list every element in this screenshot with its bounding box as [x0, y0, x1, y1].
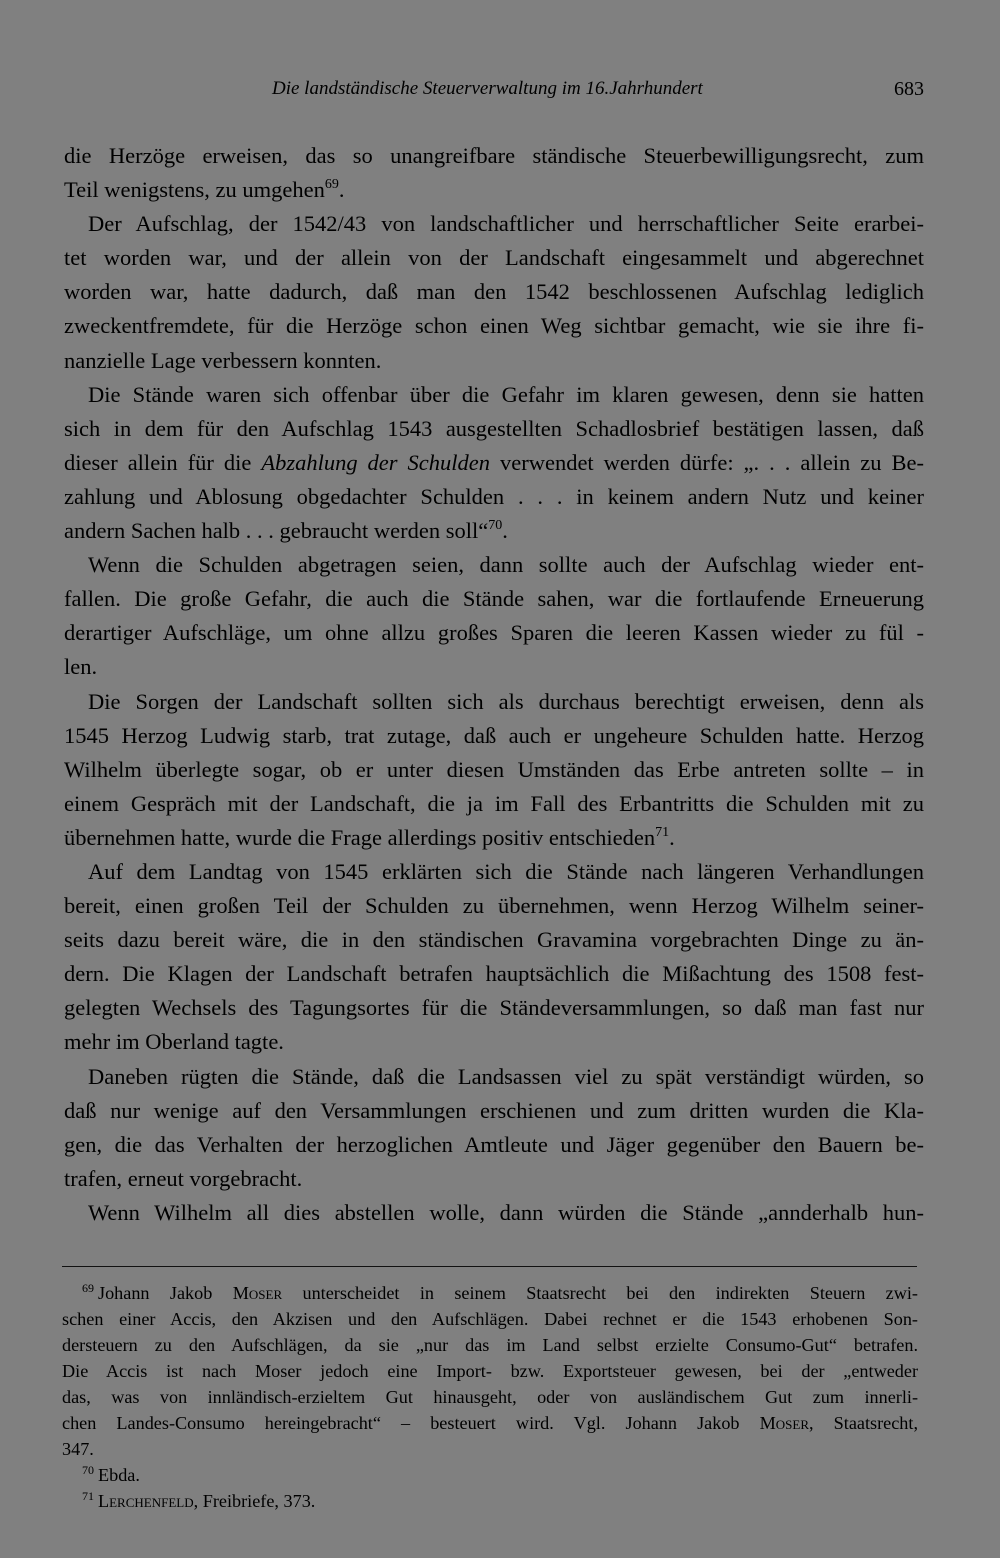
- page-number: 683: [894, 78, 924, 100]
- text-line: gen, die das Verhalten der herzoglichen Amtleute und Jäger gegenüber den Bauern be-: [64, 1131, 924, 1157]
- footnotes: [62, 1280, 918, 1514]
- text-line: daß nur wenige auf den Versammlungen erschienen und zum dritten wurden die Kla-: [64, 1097, 924, 1123]
- footnote-line: [62, 1462, 918, 1488]
- text-line: zweckentfremdete, für die Herzöge schon einen Weg sichtbar gemacht, wie sie ihre fi-: [64, 313, 924, 339]
- paragraph-5: [64, 685, 924, 855]
- text-span: Johann Jakob: [98, 1283, 233, 1303]
- footnote-line: Die Accis ist nach Moser jedoch eine Import- bzw. Exportsteuer gewesen, bei der „entweder: [62, 1361, 918, 1381]
- text-span: .: [338, 177, 345, 203]
- footnote-mark: 70: [82, 1463, 94, 1477]
- text-span: Ebda.: [98, 1465, 140, 1485]
- paragraph-8: [64, 1196, 924, 1230]
- text-line: sich in dem für den Aufschlag 1543 ausgestellten Schadlosbrief bestätigen lassen, daß: [64, 415, 924, 441]
- running-title: Die landständische Steuerverwaltung im 16.Jahrhundert: [272, 78, 703, 99]
- text-line: derartiger Aufschläge, um ohne allzu großes Sparen die leeren Kassen wieder zu fül -: [64, 620, 924, 646]
- footnote-line: [62, 1488, 918, 1514]
- text-line: dern. Die Klagen der Landschaft betrafen hauptsächlich die Mißachtung des 1508 fest-: [64, 961, 924, 987]
- text-span: verwendet werden dürfe: „. . . allein zu Be-: [490, 449, 924, 475]
- italic-phrase: Abzahlung der Schulden: [261, 449, 490, 475]
- text-line: Daneben rügten die Stände, daß die Landsassen viel zu spät verständigt würden, so: [88, 1063, 924, 1089]
- text-line: [64, 514, 924, 548]
- text-line: Die Sorgen der Landschaft sollten sich als durchaus berechtigt erweisen, denn als: [88, 688, 924, 714]
- text-span: , Freibriefe, 373.: [193, 1491, 316, 1511]
- text-span: , Staatsrecht,: [809, 1413, 919, 1433]
- text-line: [64, 173, 924, 207]
- text-line: 1545 Herzog Ludwig starb, trat zutage, daß auch er ungeheure Schulden hatte. Herzog: [64, 722, 924, 748]
- footnote-line: [62, 1410, 918, 1436]
- text-line: fallen. Die große Gefahr, die auch die Stände sahen, war die fortlaufende Erneuerung: [64, 586, 924, 612]
- footnote-70: [62, 1462, 918, 1488]
- text-span: .: [502, 518, 508, 544]
- author-name: Moser: [232, 1283, 283, 1303]
- text-line: Der Aufschlag, der 1542/43 von landschaftlicher und herrschaftlicher Seite erarbei-: [88, 211, 924, 237]
- text-line: Wenn die Schulden abgetragen seien, dann sollte auch der Aufschlag wieder ent-: [88, 552, 924, 578]
- footnote-line: 347.: [62, 1439, 94, 1459]
- text-line: mehr im Oberland tagte.: [64, 1029, 284, 1055]
- text-span: andern Sachen halb . . . gebraucht werden soll“: [64, 518, 489, 544]
- text-line: einem Gespräch mit der Landschaft, die ja im Fall des Erbantritts die Schulden mit zu: [64, 790, 924, 816]
- text-line: trafen, erneut vorgebracht.: [64, 1165, 303, 1191]
- text-line: len.: [64, 654, 98, 680]
- footnote-69: [62, 1280, 918, 1462]
- text-line: Auf dem Landtag von 1545 erklärten sich die Stände nach längeren Verhandlungen: [88, 858, 924, 884]
- text-line: [64, 446, 924, 480]
- text-line: Die Stände waren sich offenbar über die Gefahr im klaren gewesen, denn sie hatten: [88, 381, 924, 407]
- text-line: bereit, einen großen Teil der Schulden zu übernehmen, wenn Herzog Wilhelm seiner-: [64, 893, 924, 919]
- text-line: seits dazu bereit wäre, die in den ständischen Gravamina vorgebrachten Dinge zu än-: [64, 927, 924, 953]
- text-span: unterscheidet in seinem Staatsrecht bei den indirekten Steuern zwi-: [282, 1283, 918, 1303]
- paragraph-7: [64, 1060, 924, 1196]
- footnote-divider: [62, 1266, 917, 1267]
- paragraph-6: [64, 855, 924, 1060]
- paragraph-3: [64, 378, 924, 548]
- text-line: gelegten Wechsels des Tagungsortes für die Ständeversammlungen, so daß man fast nur: [64, 995, 924, 1021]
- text-line: die Herzöge erweisen, das so unangreifbare ständische Steuerbewilligungsrecht, zum: [64, 143, 924, 168]
- footnote-71: [62, 1488, 918, 1514]
- text-span: dieser allein für die: [64, 449, 262, 475]
- paragraph-2: [64, 207, 924, 377]
- text-line: Wenn Wilhelm all dies abstellen wolle, dann würden die Stände „annderhalb hun-: [88, 1199, 924, 1225]
- text-line: zahlung und Ablosung obgedachter Schulden . . . in keinem andern Nutz und keiner: [64, 483, 924, 509]
- paragraph-4: [64, 548, 924, 684]
- text-span: übernehmen hatte, wurde die Frage allerdings positiv entschieden: [64, 824, 656, 850]
- text-line: tet worden war, und der allein von der Landschaft eingesammelt und abgerechnet: [64, 245, 924, 271]
- main-text: [64, 139, 924, 1230]
- text-line: [64, 821, 924, 855]
- footnote-ref-71[interactable]: 71: [655, 824, 670, 840]
- text-line: Wilhelm überlegte sogar, ob er unter diesen Umständen das Erbe antreten sollte – in: [64, 756, 924, 782]
- author-name: Moser: [759, 1413, 810, 1433]
- footnote-mark: 71: [82, 1489, 94, 1503]
- text-line: worden war, hatte dadurch, daß man den 1542 beschlossenen Aufschlag lediglich: [64, 279, 924, 305]
- footnote-ref-70[interactable]: 70: [488, 518, 503, 534]
- footnote-line: schen einer Accis, den Akzisen und den Aufschlägen. Dabei rechnet er die 1543 erhobenen Son-: [62, 1309, 918, 1329]
- text-span: Teil wenigstens, zu umgehen: [64, 177, 325, 203]
- paragraph-1: [64, 139, 924, 207]
- footnote-line: das, was von innländisch-erzieltem Gut hinausgeht, oder von ausländischem Gut zum innerli-: [62, 1387, 918, 1407]
- text-line: nanzielle Lage verbessern konnten.: [64, 347, 382, 373]
- footnote-line: [62, 1280, 918, 1306]
- footnote-ref-69[interactable]: 69: [324, 177, 339, 193]
- text-span: .: [669, 824, 675, 850]
- page-header: [60, 78, 926, 106]
- footnote-mark: 69: [82, 1281, 94, 1295]
- text-span: chen Landes-Consumo hereingebracht“ – besteuert wird. Vgl. Johann Jakob: [62, 1413, 760, 1433]
- author-name: Lerchenfeld: [98, 1491, 194, 1511]
- footnote-line: dersteuern zu den Aufschlägen, da sie „nur das im Land selbst erzielte Consumo-Gut“ betrafen.: [62, 1335, 918, 1355]
